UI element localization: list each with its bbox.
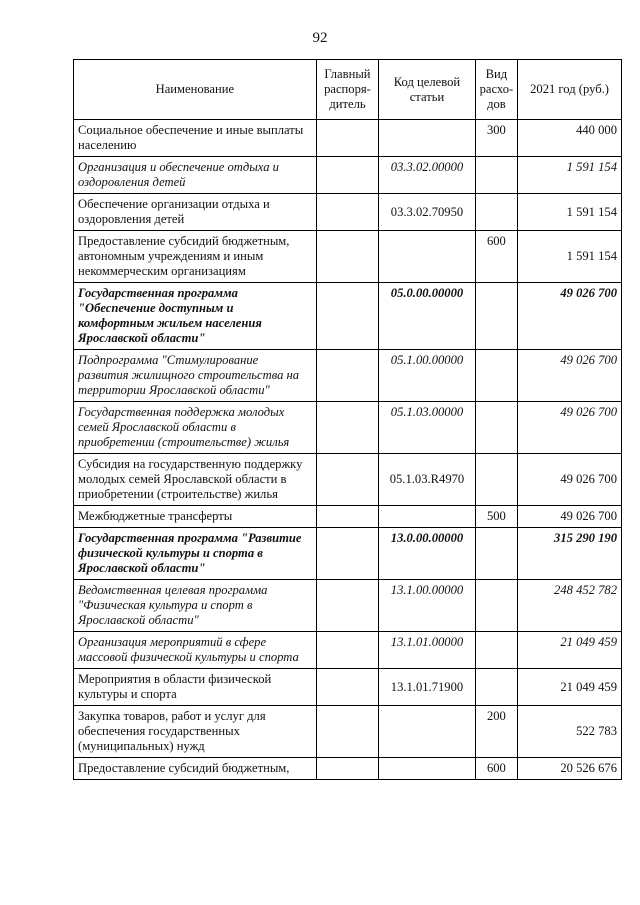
row-expense-type: 500 bbox=[475, 506, 517, 528]
budget-table bbox=[73, 59, 622, 780]
row-sum: 49 026 700 bbox=[518, 506, 622, 528]
row-target-code bbox=[379, 706, 475, 758]
header-main-manager: Главный распоря-дитель bbox=[316, 60, 379, 120]
row-main-manager bbox=[316, 758, 379, 780]
row-main-manager bbox=[316, 194, 379, 231]
table-row bbox=[74, 120, 622, 157]
row-main-manager bbox=[316, 580, 379, 632]
row-main-manager bbox=[316, 706, 379, 758]
row-main-manager bbox=[316, 120, 379, 157]
row-expense-type bbox=[475, 283, 517, 350]
table-row bbox=[74, 157, 622, 194]
row-expense-type bbox=[475, 402, 517, 454]
row-name: Подпрограмма "Стимулирование развития жилищного строительства на территории Ярославской области" bbox=[74, 350, 317, 402]
row-name: Государственная программа "Обеспечение доступным и комфортным жильем населения Ярославской области" bbox=[74, 283, 317, 350]
row-expense-type bbox=[475, 669, 517, 706]
row-target-code: 03.3.02.70950 bbox=[379, 194, 475, 231]
row-main-manager bbox=[316, 157, 379, 194]
row-name: Государственная программа "Развитие физической культуры и спорта в Ярославской области" bbox=[74, 528, 317, 580]
row-main-manager bbox=[316, 632, 379, 669]
row-sum: 1 591 154 bbox=[518, 231, 622, 283]
row-name: Государственная поддержка молодых семей Ярославской области в приобретении (строительстве) жилья bbox=[74, 402, 317, 454]
table-row bbox=[74, 632, 622, 669]
row-main-manager bbox=[316, 402, 379, 454]
row-sum: 49 026 700 bbox=[518, 350, 622, 402]
table-row bbox=[74, 506, 622, 528]
table-row bbox=[74, 706, 622, 758]
row-main-manager bbox=[316, 528, 379, 580]
row-sum: 21 049 459 bbox=[518, 669, 622, 706]
row-expense-type bbox=[475, 157, 517, 194]
header-expense-type: Вид расхо-дов bbox=[475, 60, 517, 120]
row-expense-type bbox=[475, 632, 517, 669]
row-expense-type: 600 bbox=[475, 231, 517, 283]
row-expense-type: 300 bbox=[475, 120, 517, 157]
row-target-code bbox=[379, 506, 475, 528]
row-sum: 49 026 700 bbox=[518, 283, 622, 350]
row-sum: 248 452 782 bbox=[518, 580, 622, 632]
row-main-manager bbox=[316, 506, 379, 528]
row-main-manager bbox=[316, 350, 379, 402]
row-target-code: 13.1.01.71900 bbox=[379, 669, 475, 706]
row-main-manager bbox=[316, 231, 379, 283]
row-target-code: 03.3.02.00000 bbox=[379, 157, 475, 194]
row-name: Субсидия на государственную поддержку молодых семей Ярославской области в приобретении (строительстве) жилья bbox=[74, 454, 317, 506]
row-expense-type bbox=[475, 580, 517, 632]
row-main-manager bbox=[316, 669, 379, 706]
page-number: 92 bbox=[312, 30, 328, 46]
table-row bbox=[74, 758, 622, 780]
row-sum: 20 526 676 bbox=[518, 758, 622, 780]
table-row bbox=[74, 454, 622, 506]
row-name: Организация мероприятий в сфере массовой физической культуры и спорта bbox=[74, 632, 317, 669]
row-name: Предоставление субсидий бюджетным, автономным учреждениям и иным некоммерческим организациям bbox=[74, 231, 317, 283]
row-expense-type bbox=[475, 528, 517, 580]
table-row bbox=[74, 528, 622, 580]
row-sum: 49 026 700 bbox=[518, 454, 622, 506]
table-row bbox=[74, 231, 622, 283]
row-expense-type: 600 bbox=[475, 758, 517, 780]
table-body bbox=[74, 120, 622, 780]
row-sum: 1 591 154 bbox=[518, 194, 622, 231]
row-target-code bbox=[379, 120, 475, 157]
row-name: Социальное обеспечение и иные выплаты населению bbox=[74, 120, 317, 157]
table-row bbox=[74, 402, 622, 454]
row-name: Закупка товаров, работ и услуг для обеспечения государственных (муниципальных) нужд bbox=[74, 706, 317, 758]
table-row bbox=[74, 283, 622, 350]
row-sum: 1 591 154 bbox=[518, 157, 622, 194]
row-target-code bbox=[379, 758, 475, 780]
table-row bbox=[74, 194, 622, 231]
row-name: Ведомственная целевая программа "Физическая культура и спорт в Ярославской области" bbox=[74, 580, 317, 632]
row-target-code bbox=[379, 231, 475, 283]
header-target-code: Код целевой статьи bbox=[379, 60, 475, 120]
row-name: Межбюджетные трансферты bbox=[74, 506, 317, 528]
header-name: Наименование bbox=[74, 60, 317, 120]
row-target-code: 05.1.03.R4970 bbox=[379, 454, 475, 506]
row-target-code: 13.1.01.00000 bbox=[379, 632, 475, 669]
row-sum: 49 026 700 bbox=[518, 402, 622, 454]
header-sum-2021: 2021 год (руб.) bbox=[518, 60, 622, 120]
row-target-code: 13.1.00.00000 bbox=[379, 580, 475, 632]
row-name: Мероприятия в области физической культуры и спорта bbox=[74, 669, 317, 706]
row-main-manager bbox=[316, 283, 379, 350]
row-target-code: 05.1.03.00000 bbox=[379, 402, 475, 454]
row-sum: 522 783 bbox=[518, 706, 622, 758]
row-target-code: 05.1.00.00000 bbox=[379, 350, 475, 402]
row-name: Предоставление субсидий бюджетным, bbox=[74, 758, 317, 780]
table-header-row bbox=[74, 60, 622, 120]
row-sum: 440 000 bbox=[518, 120, 622, 157]
row-sum: 315 290 190 bbox=[518, 528, 622, 580]
row-expense-type bbox=[475, 194, 517, 231]
row-expense-type bbox=[475, 454, 517, 506]
row-name: Организация и обеспечение отдыха и оздоровления детей bbox=[74, 157, 317, 194]
table-row bbox=[74, 580, 622, 632]
row-main-manager bbox=[316, 454, 379, 506]
row-name: Обеспечение организации отдыха и оздоровления детей bbox=[74, 194, 317, 231]
row-expense-type bbox=[475, 350, 517, 402]
table-row bbox=[74, 669, 622, 706]
row-target-code: 13.0.00.00000 bbox=[379, 528, 475, 580]
row-target-code: 05.0.00.00000 bbox=[379, 283, 475, 350]
row-sum: 21 049 459 bbox=[518, 632, 622, 669]
row-expense-type: 200 bbox=[475, 706, 517, 758]
table-row bbox=[74, 350, 622, 402]
